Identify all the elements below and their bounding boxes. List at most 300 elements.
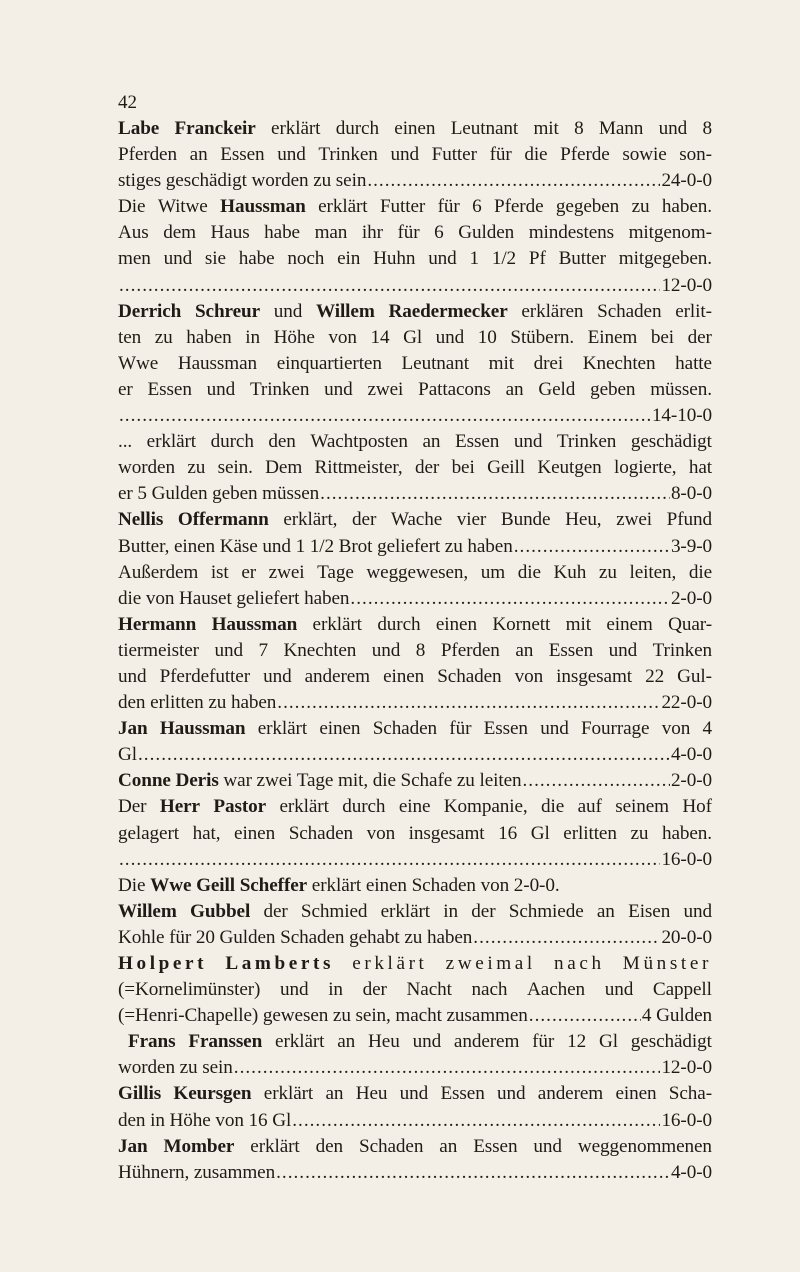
word: leiten, (629, 561, 677, 583)
word: einen (383, 665, 425, 687)
word: erklärt (312, 613, 362, 635)
word: Pferde (494, 196, 544, 218)
word: mindestens (528, 222, 615, 244)
word: Essen (220, 144, 265, 166)
word: erklärt, (283, 509, 338, 531)
word: erklärt (380, 900, 431, 922)
line-text: stiges geschädigt worden zu sein (118, 170, 367, 192)
word: Wachtposten (310, 431, 408, 453)
word: (=Kornelimünster) (118, 979, 261, 1001)
text-line (118, 1160, 712, 1186)
word: Geill (487, 457, 525, 479)
word: an (325, 1083, 344, 1105)
word: einem (606, 613, 653, 635)
word: an (439, 1135, 458, 1157)
text-line (118, 873, 712, 899)
word: dem (163, 222, 196, 244)
word: Essen (483, 718, 528, 740)
word: Schmied (300, 900, 368, 922)
dot-leader (514, 534, 670, 560)
word: logierte, (613, 457, 677, 479)
amount-value: 4 Gulden (641, 1005, 712, 1027)
text-line (118, 168, 712, 194)
word: Essen (548, 639, 594, 661)
word: Wache (390, 509, 443, 531)
dot-leader (119, 847, 660, 873)
word: Schaden (288, 822, 353, 844)
word: Mann (598, 118, 644, 139)
word: mit (533, 118, 559, 139)
page-number: 42 (118, 92, 137, 113)
word: Die (118, 196, 146, 218)
word: einen (615, 1083, 657, 1105)
word: ist (210, 561, 229, 583)
dot-leader (522, 768, 669, 794)
word: mitgegeben. (618, 248, 712, 270)
text-line (118, 612, 712, 638)
line-text: Die (118, 874, 151, 896)
person-name-word: Haussman (159, 718, 246, 740)
word: 16 (498, 822, 518, 844)
word: Keutgen (537, 457, 602, 479)
amount-value: 16-0-0 (661, 848, 712, 870)
text-line (118, 273, 712, 299)
word: und (390, 144, 419, 166)
word: hatte (675, 352, 712, 374)
word: gegeben (555, 196, 620, 218)
word: Gl (403, 326, 423, 348)
word: und (683, 900, 712, 922)
word: und (324, 378, 353, 400)
word: einquartierten (276, 352, 382, 374)
line-text: den in Höhe von 16 Gl (118, 1109, 292, 1131)
text-line (118, 1003, 712, 1029)
word: erlitten (563, 822, 617, 844)
person-name-word: Raedermecker (388, 300, 508, 322)
word: zwei (268, 561, 305, 583)
text-line (118, 794, 712, 820)
text-line (118, 925, 712, 951)
word: Bunde (500, 509, 551, 531)
text-line (118, 768, 712, 794)
word: und (214, 639, 243, 661)
text-line (118, 194, 712, 220)
person-name-word: Nellis (118, 509, 164, 531)
word: ihr (361, 222, 383, 244)
word: sie (204, 248, 226, 270)
word: Leutnant (450, 118, 519, 139)
amount-value: 4-0-0 (670, 744, 712, 766)
text-line (118, 821, 712, 847)
text-line (118, 560, 712, 586)
word: Knechten (283, 639, 357, 661)
dot-leader (119, 403, 651, 429)
word: Gl (598, 1031, 618, 1053)
text-line (118, 1134, 712, 1160)
word: Gul- (677, 665, 712, 687)
word: erklärt (146, 431, 197, 453)
word: für (532, 1031, 555, 1053)
text-line (118, 977, 712, 1003)
dot-leader (529, 1003, 641, 1029)
line-text: Butter, einen Käse und 1 1/2 Brot geliefert zu haben (118, 535, 513, 557)
word: anderem (453, 1031, 520, 1053)
word: und (533, 1135, 562, 1157)
word: Trinken (556, 431, 617, 453)
word: Essen (440, 1083, 485, 1105)
word: und (399, 1083, 429, 1105)
word: Trinken (249, 378, 310, 400)
word: erklärt (275, 1031, 325, 1053)
text-line (118, 455, 712, 481)
person-name-word: Derrich (118, 300, 182, 322)
amount-value: 2-0-0 (670, 587, 712, 609)
word: für (437, 196, 460, 218)
person-name-word: Franssen (188, 1031, 263, 1053)
dot-leader (276, 1160, 670, 1186)
word: und (513, 431, 543, 453)
word: die (688, 561, 712, 583)
word: weggenommenen (577, 1135, 712, 1157)
word: 8 (415, 639, 426, 661)
person-name-word: Gillis (118, 1083, 162, 1105)
text-line (118, 351, 712, 377)
word: er (118, 378, 133, 400)
person-name-word: Keursgen (173, 1083, 252, 1105)
word: Pferden (118, 144, 177, 166)
word: die (541, 796, 565, 818)
word: Pferdefutter (159, 665, 250, 687)
word: an (596, 900, 615, 922)
word: 8 (702, 118, 712, 139)
amount-value: 16-0-0 (661, 1109, 712, 1131)
word: Heu, (565, 509, 602, 531)
word: 8 (574, 118, 584, 139)
amount-value: 12-0-0 (661, 1057, 712, 1079)
text-line (118, 742, 712, 768)
word: zu (187, 457, 206, 479)
word: 4 (702, 718, 712, 740)
word: und (371, 639, 401, 661)
word: einen (234, 822, 276, 844)
dot-leader (320, 481, 670, 507)
line-text: Kohle für 20 Gulden Schaden gehabt zu haben (118, 926, 473, 948)
line-text: war zwei Tage mit, die Schafe zu leiten (218, 770, 522, 792)
word: erlit- (675, 300, 712, 322)
word: von (514, 665, 544, 687)
dot-leader (119, 273, 660, 299)
word: Stübern. (510, 326, 575, 348)
word: der (471, 900, 496, 922)
word: erklärt (257, 718, 308, 740)
word: Kornett (492, 613, 551, 635)
word: den (315, 1135, 344, 1157)
word: men (118, 248, 151, 270)
dot-leader (277, 690, 660, 716)
word: er (241, 561, 257, 583)
word: Witwe (157, 196, 208, 218)
word: auf (577, 796, 602, 818)
word: Kuh (553, 561, 587, 583)
word: Schaden (597, 300, 662, 322)
word: für (449, 718, 472, 740)
word: Hof (682, 796, 712, 818)
word: an (189, 144, 208, 166)
word: und (658, 118, 688, 139)
word: vier (456, 509, 487, 531)
amount-value: 20-0-0 (661, 926, 712, 948)
word: sowie (622, 144, 667, 166)
word: 14 (370, 326, 390, 348)
line-text: die von Hauset geliefert haben (118, 587, 350, 609)
word: und (540, 718, 569, 740)
word: Münster (622, 953, 712, 974)
word: Heu (355, 1083, 388, 1105)
word: 7 (258, 639, 268, 661)
word: zu (598, 561, 617, 583)
word: Pfund (666, 509, 712, 531)
word: 6 (472, 196, 482, 218)
word: Huhn (373, 248, 416, 270)
word: in (328, 979, 343, 1001)
word: Futter (431, 144, 477, 166)
text-line (118, 220, 712, 246)
text-line (118, 246, 712, 272)
word: Schmiede (508, 900, 584, 922)
word: Der (118, 796, 147, 818)
person-name-word: Schreur (194, 300, 261, 322)
word: Heu (368, 1031, 400, 1053)
word: einen (319, 718, 361, 740)
word: an (515, 639, 534, 661)
word: man (314, 222, 348, 244)
line-text: er 5 Gulden geben müssen (118, 483, 320, 505)
word: Fourrage (580, 718, 650, 740)
word: Pferde (560, 144, 610, 166)
text-line (118, 586, 712, 612)
word: an (337, 1031, 356, 1053)
word: haben. (661, 196, 712, 218)
word: und (263, 665, 292, 687)
text-line (118, 534, 712, 560)
word: hat (688, 457, 712, 479)
word: und (428, 248, 457, 270)
word: Futter (379, 196, 426, 218)
word: Rittmeister, (314, 457, 403, 479)
word: 12 (567, 1031, 587, 1053)
word: erklärt (279, 796, 329, 818)
word: Höhe (273, 326, 315, 348)
amount-value: 2-0-0 (670, 770, 712, 792)
person-name-word: Haussman (211, 613, 298, 635)
person-name: Conne Deris (118, 770, 219, 792)
dot-leader (473, 925, 660, 951)
page-body-text (118, 116, 712, 1186)
word: Essen (473, 1135, 518, 1157)
word: anderem (537, 1083, 604, 1105)
word: geschädigt (630, 431, 712, 453)
word: durch (210, 431, 254, 453)
word: Leutnant (401, 352, 469, 374)
word: son- (679, 144, 712, 166)
word: habe (264, 222, 300, 244)
word: insgesamt (556, 665, 633, 687)
word: Aus (118, 222, 149, 244)
word: 1 (469, 248, 479, 270)
word: mitgenom- (628, 222, 712, 244)
word: Gl (530, 822, 550, 844)
word: nach (471, 979, 508, 1001)
word: 6 (434, 222, 444, 244)
word: 1/2 (491, 248, 517, 270)
word: bei (451, 457, 475, 479)
word: der (415, 457, 440, 479)
word: Trinken (652, 639, 712, 661)
word: für (489, 144, 512, 166)
word: die (517, 561, 541, 583)
word: erklärt (352, 953, 428, 974)
word: der (263, 900, 288, 922)
word: und (280, 979, 309, 1001)
word: Gulden (458, 222, 515, 244)
person-name-word: Willem (118, 900, 177, 922)
word: der (362, 979, 387, 1001)
word: anderem (304, 665, 370, 687)
word: eine (398, 796, 431, 818)
word: an (505, 378, 524, 400)
word: 22 (645, 665, 665, 687)
word: und (604, 979, 634, 1001)
word: drei (533, 352, 564, 374)
person-name-word: Gubbel (190, 900, 251, 922)
text-line (118, 142, 712, 168)
text-line (118, 299, 712, 325)
word: durch (342, 796, 386, 818)
word: zwei (367, 378, 404, 400)
word: tiermeister (118, 639, 199, 661)
word: Trinken (318, 144, 378, 166)
dot-leader (234, 1055, 661, 1081)
text-line (118, 847, 712, 873)
word: Schaden (359, 1135, 424, 1157)
word: seinem (615, 796, 669, 818)
text-line (118, 1081, 712, 1107)
word: insgesamt (408, 822, 485, 844)
text-line (118, 403, 712, 429)
word: weggewesen, (366, 561, 469, 583)
word: der (687, 326, 712, 348)
word: Haussman (177, 352, 258, 374)
word: ten (118, 326, 142, 348)
word: Schaden (372, 718, 438, 740)
text-line (118, 664, 712, 690)
word: Nacht (406, 979, 452, 1001)
word: habe (238, 248, 275, 270)
person-name-word: Labe (118, 118, 160, 139)
amount-value: 3-9-0 (670, 535, 712, 557)
word: von (366, 822, 396, 844)
word: zu (154, 326, 173, 348)
amount-value: 14-10-0 (651, 405, 712, 427)
line-text: den erlitten zu haben (118, 692, 277, 714)
text-line (118, 638, 712, 664)
word: Kompanie, (443, 796, 528, 818)
person-name-word: Haussman (220, 196, 306, 218)
word: sein. (217, 457, 253, 479)
text-line (118, 1108, 712, 1134)
word: müssen. (650, 378, 712, 400)
word: geschädigt (630, 1031, 712, 1053)
text-line (118, 377, 712, 403)
word: und (118, 665, 147, 687)
word: die (524, 144, 548, 166)
text-line (118, 716, 712, 742)
text-line (118, 325, 712, 351)
line-text: Gl (118, 744, 137, 766)
word: Essen (454, 431, 500, 453)
line-text: erklärt einen Schaden von 2-0-0. (307, 874, 560, 896)
word: Pf (528, 248, 546, 270)
word: ein (337, 248, 361, 270)
text-line (118, 481, 712, 507)
dot-leader (350, 586, 670, 612)
word: nach (554, 953, 605, 974)
text-line (118, 899, 712, 925)
word: und (163, 248, 193, 270)
word: an (422, 431, 441, 453)
amount-value: 22-0-0 (661, 692, 712, 714)
word: Außerdem (118, 561, 199, 583)
word: der (352, 509, 377, 531)
word: Tage (317, 561, 354, 583)
word: und (277, 144, 306, 166)
word: Schaden (437, 665, 502, 687)
word: bei (650, 326, 675, 348)
word: von (328, 326, 357, 348)
word: hat, (192, 822, 221, 844)
line-text: Hühnern, zusammen (118, 1161, 276, 1183)
text-line (118, 1029, 712, 1055)
word: erklärt (318, 196, 368, 218)
person-name-word: Momber (163, 1135, 235, 1157)
word: in (443, 900, 459, 922)
line-text: worden zu sein (118, 1057, 233, 1079)
word: erklären (521, 300, 584, 322)
word: zu (631, 196, 650, 218)
word: worden (118, 457, 175, 479)
word: Geld (538, 378, 576, 400)
word: erklärt (263, 1083, 314, 1105)
person-name-word: Lamberts (225, 953, 335, 974)
word: einen (394, 118, 436, 139)
text-line (118, 507, 712, 533)
word: durch (335, 118, 379, 139)
word: Butter (558, 248, 606, 270)
word: mit (565, 613, 591, 635)
person-name-word: Pastor (213, 796, 267, 818)
word: in (245, 326, 260, 348)
dot-leader (367, 168, 660, 194)
word: einen (435, 613, 477, 635)
word: den (268, 431, 296, 453)
text-line (118, 429, 712, 455)
dot-leader (292, 1108, 660, 1134)
word: ... (118, 431, 133, 453)
person-name-word: Holpert (118, 953, 208, 974)
word: haben (186, 326, 232, 348)
word: noch (287, 248, 325, 270)
dot-leader (138, 742, 670, 768)
